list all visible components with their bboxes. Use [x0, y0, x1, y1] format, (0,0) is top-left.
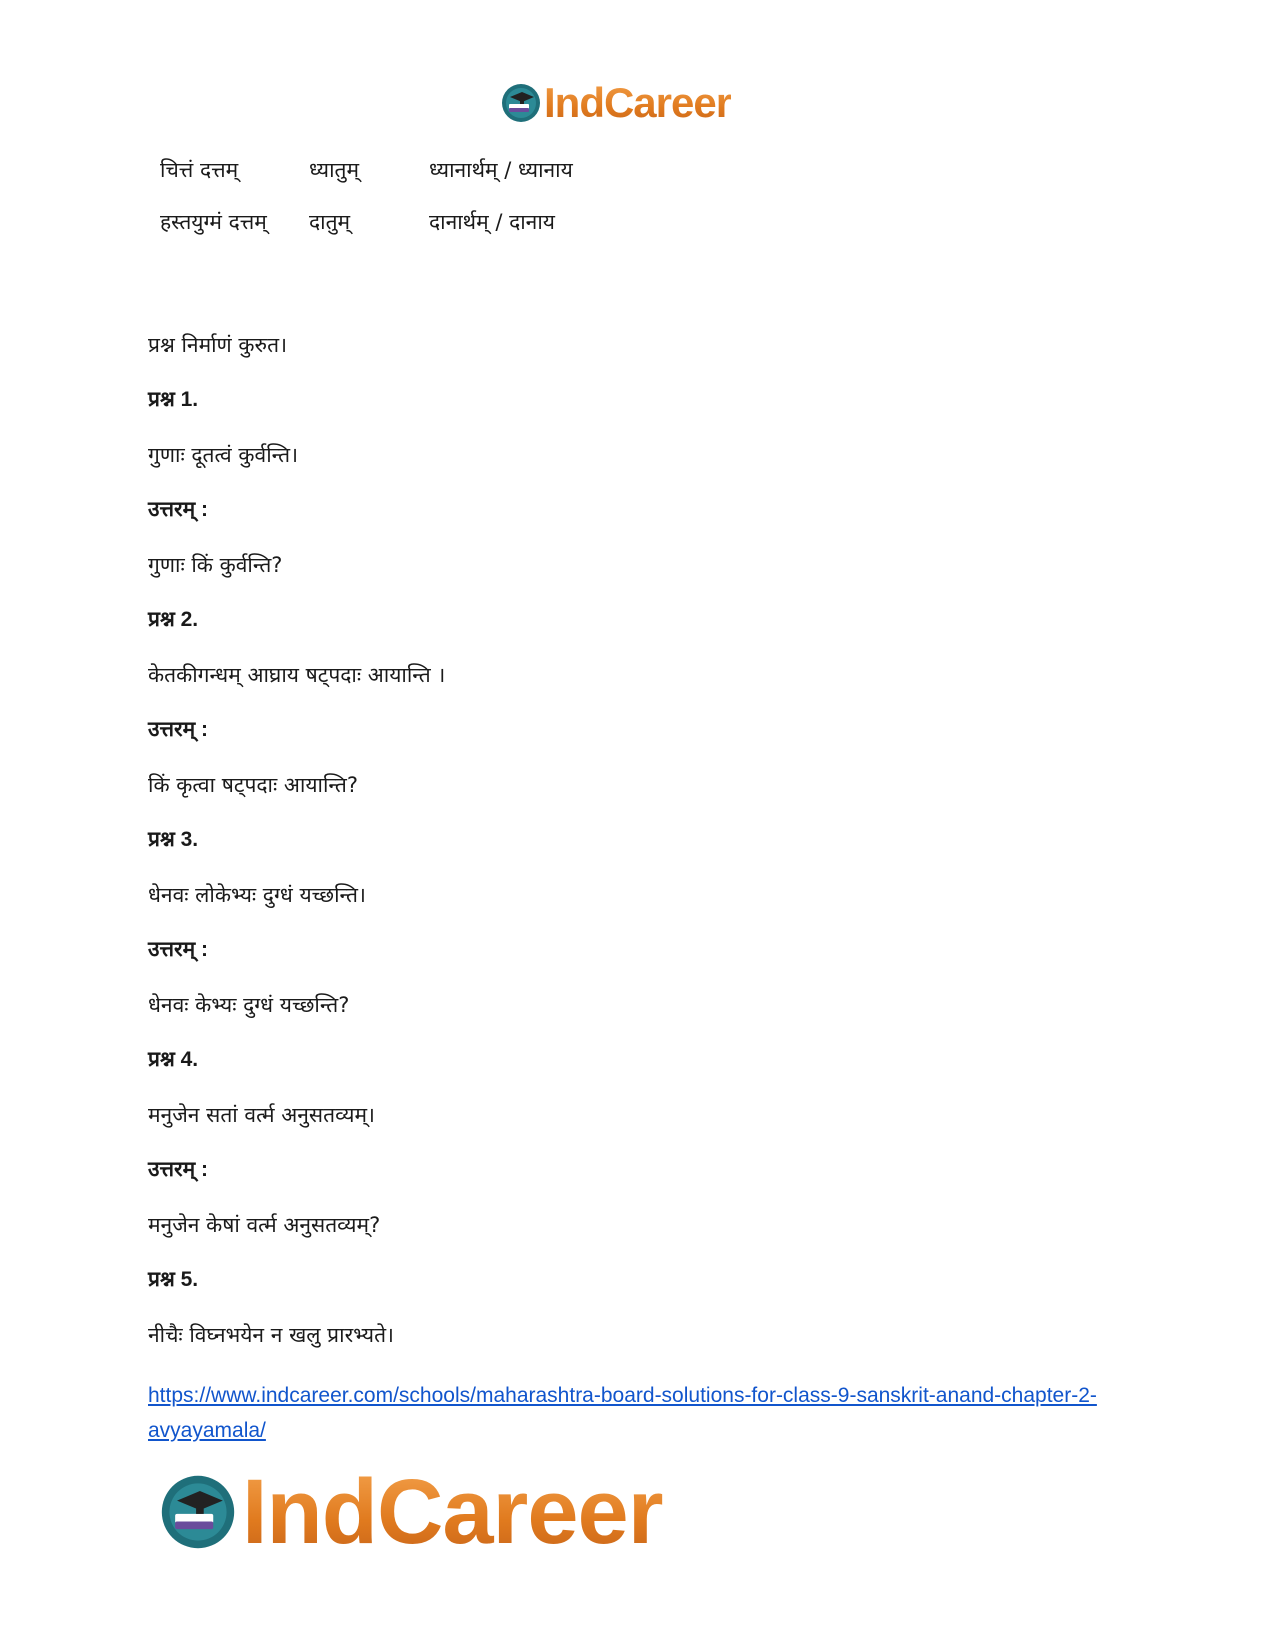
question-label: प्रश्न 4. — [148, 1048, 199, 1071]
answer-text: किं कृत्वा षट्पदाः आयान्ति? — [148, 773, 358, 797]
answer-label: उत्तरम् : — [148, 718, 208, 741]
footer-logo — [158, 1462, 663, 1562]
section-instruction: प्रश्न निर्माणं कुरुत। — [148, 333, 288, 357]
word-table — [148, 155, 611, 259]
table-cell: चित्तं दत्तम् — [160, 158, 239, 182]
brand-name: IndCareer — [242, 1461, 663, 1563]
answer-label: उत्तरम् : — [148, 1158, 208, 1181]
answer-text: गुणाः किं कुर्वन्ति? — [148, 553, 283, 577]
answer-label: उत्तरम् : — [148, 498, 208, 521]
answer-label: उत्तरम् : — [148, 938, 208, 961]
table-row — [148, 155, 611, 207]
question-text: धेनवः लोकेभ्यः दुग्धं यच्छन्ति। — [148, 883, 366, 907]
question-text: केतकीगन्धम् आघ्राय षट्पदाः आयान्ति । — [148, 663, 446, 687]
brand-name: IndCareer — [544, 79, 732, 126]
question-text: मनुजेन सतां वर्त्म अनुसतव्यम्। — [148, 1103, 375, 1127]
table-cell: ध्यातुम् — [309, 158, 360, 182]
question-label: प्रश्न 2. — [148, 608, 199, 631]
answer-text: धेनवः केभ्यः दुग्धं यच्छन्ति? — [148, 993, 350, 1017]
table-cell: दातुम् — [309, 210, 351, 234]
table-cell: हस्तयुग्मं दत्तम् — [160, 210, 267, 234]
question-list — [148, 330, 1128, 1375]
question-text: गुणाः दूतत्वं कुर्वन्ति। — [148, 443, 299, 467]
answer-text: मनुजेन केषां वर्त्म अनुसतव्यम्? — [148, 1213, 381, 1237]
graduation-book-icon — [158, 1472, 238, 1552]
question-label: प्रश्न 3. — [148, 828, 199, 851]
table-cell: ध्यानार्थम् / ध्यानाय — [429, 158, 573, 182]
question-label: प्रश्न 5. — [148, 1268, 199, 1291]
source-link[interactable]: https://www.indcareer.com/schools/maharashtra-board-solutions-for-class-9-sanskrit-anand-chapter-2-avyayamala/ — [148, 1384, 1097, 1442]
question-label: प्रश्न 1. — [148, 388, 199, 411]
header-logo — [500, 78, 731, 128]
graduation-book-icon — [500, 82, 542, 124]
table-cell: दानार्थम् / दानाय — [429, 210, 555, 234]
table-row — [148, 207, 611, 259]
question-text: नीचैः विघ्नभयेन न खलु प्रारभ्यते। — [148, 1323, 395, 1347]
